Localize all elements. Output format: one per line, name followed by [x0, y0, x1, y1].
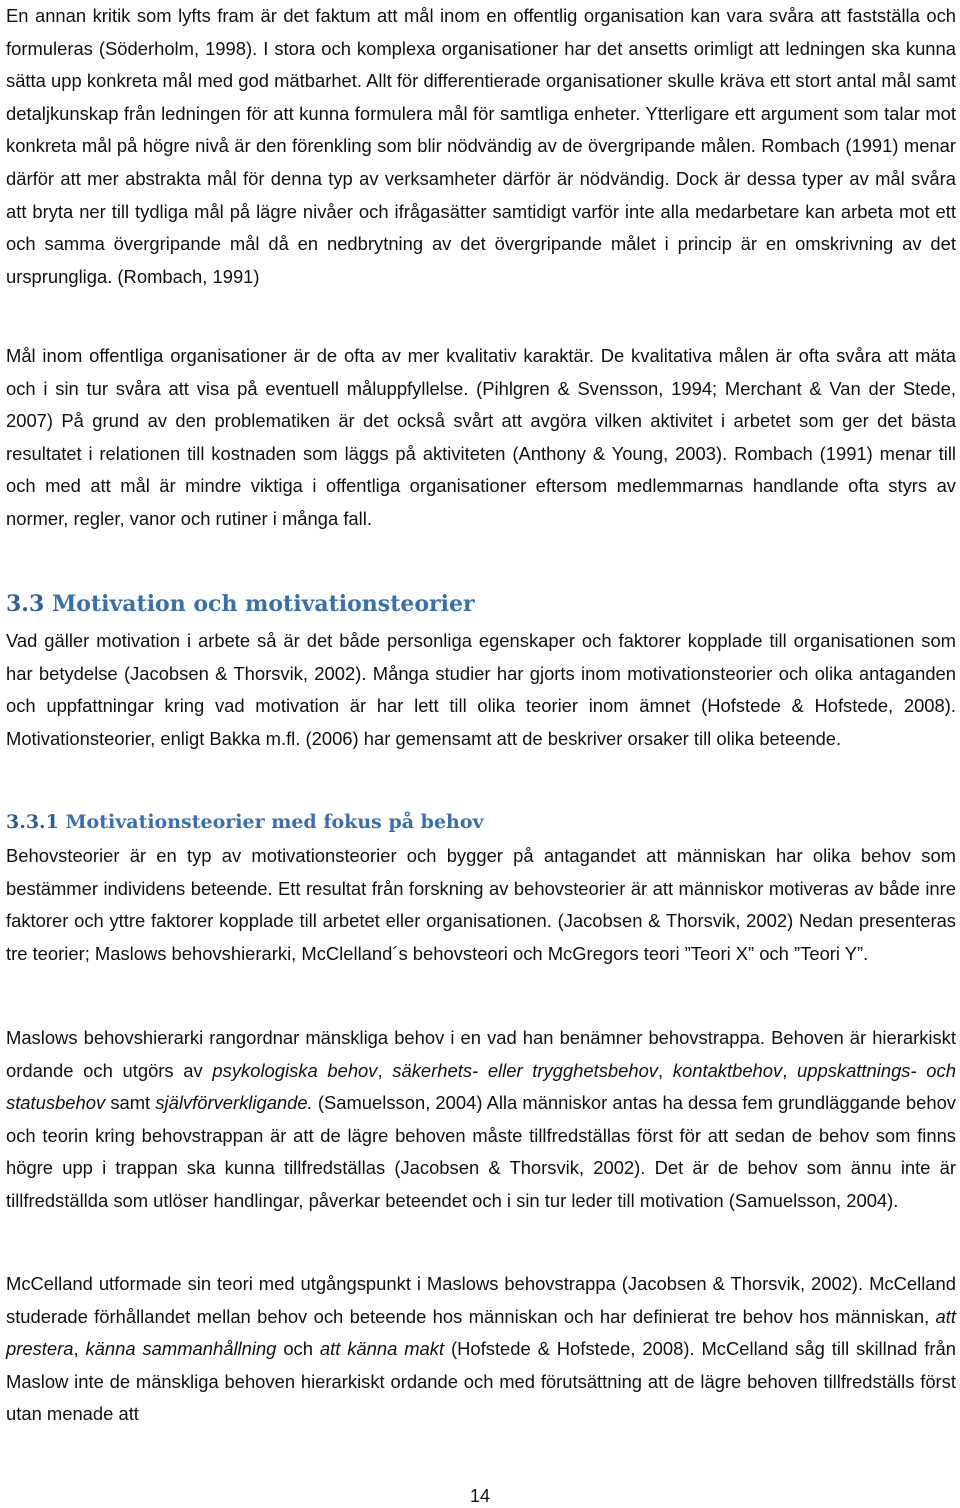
paragraph-qualitative-goals: Mål inom offentliga organisationer är de ofta av mer kvalitativ karaktär. De kvalitativa målen är ofta svåra att mäta och i sin tur svåra att visa på eventuell måluppfyllelse. (Pihlgren & Svensson, 1994; Merchant & Van der Stede, 2007) På grund av den problematiken är det också svårt att avgöra vilken aktivitet i arbetet som ger det bästa resultatet i relationen till kostnaden som läggs på aktiviteten (Anthony & Young, 2003). Rombach (1991) menar till och med att mål är mindre viktiga i offentliga organisationer eftersom medlemmarnas handlande ofta styrs av normer, regler, vanor och rutiner i många fall.: [6, 345, 956, 529]
section-number: 3.3: [6, 591, 45, 617]
maslow-need-4: uppskattnings- och statusbehov: [6, 1059, 956, 1114]
paragraph-maslow: [6, 1022, 956, 1218]
mcclelland-need-1: att prestera: [6, 1305, 956, 1360]
maslow-need-1: psykologiska behov: [212, 1059, 378, 1081]
page-number: 14: [469, 1486, 491, 1506]
paragraph-mcclelland: [6, 1268, 956, 1431]
maslow-need-3: kontaktbehov: [672, 1059, 783, 1081]
separator: och: [276, 1338, 320, 1360]
section-heading-3-3: [6, 591, 475, 617]
maslow-need-2: säkerhets- eller trygghetsbehov: [392, 1059, 659, 1081]
maslow-text-2: (Samuelsson, 2004) Alla människor antas ha dessa fem grundläggande behov och teorin kring behovstrappan är att de lägre behoven måste tillfredställas först för att sedan de behov som finns högre upp i trappan ska kunna tillfredställas (Jacobsen & Thorsvik, 2002). Det är de behov som ännu inte är tillfredställda som utlöser handlingar, påverkar beteendet och i sin tur leder till motivation (Samuelsson, 2004).: [6, 1092, 956, 1211]
maslow-text-1: Maslows behovshierarki rangordnar mänskliga behov i en vad han benämner behovstrappa. Behoven är hierarkiskt ordande och utgörs av: [6, 1027, 956, 1081]
mcclelland-need-3: att känna makt: [319, 1338, 445, 1360]
subsection-number: 3.3.1: [6, 811, 59, 833]
paragraph-need-theories: Behovsteorier är en typ av motivationsteorier och bygger på antagandet att människan har olika behov som bestämmer individens beteende. Ett resultat från forskning av behovsteorier är att människor motiveras av både inre faktorer och yttre faktorer kopplade till arbetet eller organisationen. (Jacobsen & Thorsvik, 2002) Nedan presenteras tre teorier; Maslows behovshierarki, McClelland´s behovsteori och McGregors teori ”Teori X” och ”Teori Y”.: [6, 845, 956, 964]
separator: ,: [782, 1059, 798, 1081]
separator: ,: [377, 1059, 393, 1081]
maslow-need-5: självförverkligande.: [155, 1092, 313, 1114]
separator: ,: [73, 1338, 86, 1360]
paragraph-goal-critique: En annan kritik som lyfts fram är det faktum att mål inom en offentlig organisation kan vara svåra att fastställa och formuleras (Söderholm, 1998). I stora och komplexa organisationer har det ansetts orimligt att ledningen ska kunna sätta upp konkreta mål med god mätbarhet. Allt för differentierade organisationer skulle kräva ett stort antal mål samt detaljkunskap från ledningen för att kunna formulera mål för samtliga enheter. Ytterligare ett argument som talar mot konkreta mål på högre nivå är den förenkling som blir nödvändig av de övergripande målen. Rombach (1991) menar därför att mer abstrakta mål för denna typ av verksamheter därför är nödvändig. Dock är dessa typer av mål svåra att bryta ner till tydliga mål på lägre nivåer och ifrågasätter samtidigt varför inte alla medarbetare kan arbeta mot ett och samma övergripande mål då en nedbrytning av det övergripande målet i princip är en omskrivning av det ursprungliga. (Rombach, 1991): [6, 5, 956, 287]
section-heading-3-3-1: [6, 811, 484, 833]
mcclelland-text-2: (Hofstede & Hofstede, 2008). McCelland såg till skillnad från Maslow inte de mänskliga behoven hierarkiskt ordande och med förutsättning att de lägre behoven tillfredställs först utan menade att: [6, 1338, 956, 1425]
separator: ,: [658, 1059, 673, 1081]
separator: samt: [105, 1092, 156, 1114]
paragraph-motivation: Vad gäller motivation i arbete så är det både personliga egenskaper och faktorer kopplade till organisationen som har betydelse (Jacobsen & Thorsvik, 2002). Många studier har gjorts inom motivationsteorier och olika antaganden och uppfattningar kring vad motivation är har lett till olika teorier inom ämnet (Hofstede & Hofstede, 2008). Motivationsteorier, enligt Bakka m.fl. (2006) har gemensamt att de beskriver orsaker till olika beteende.: [6, 630, 956, 749]
mcclelland-need-2: känna sammanhållning: [85, 1338, 277, 1360]
subsection-title: Motivationsteorier med fokus på behov: [65, 811, 484, 833]
section-title: Motivation och motivationsteorier: [51, 591, 475, 617]
mcclelland-text-1: McCelland utformade sin teori med utgångspunkt i Maslows behovstrappa (Jacobsen & Thorsvik, 2002). McCelland studerade förhållandet mellan behov och beteende hos människan och har definierat tre behov hos människan,: [6, 1273, 956, 1327]
